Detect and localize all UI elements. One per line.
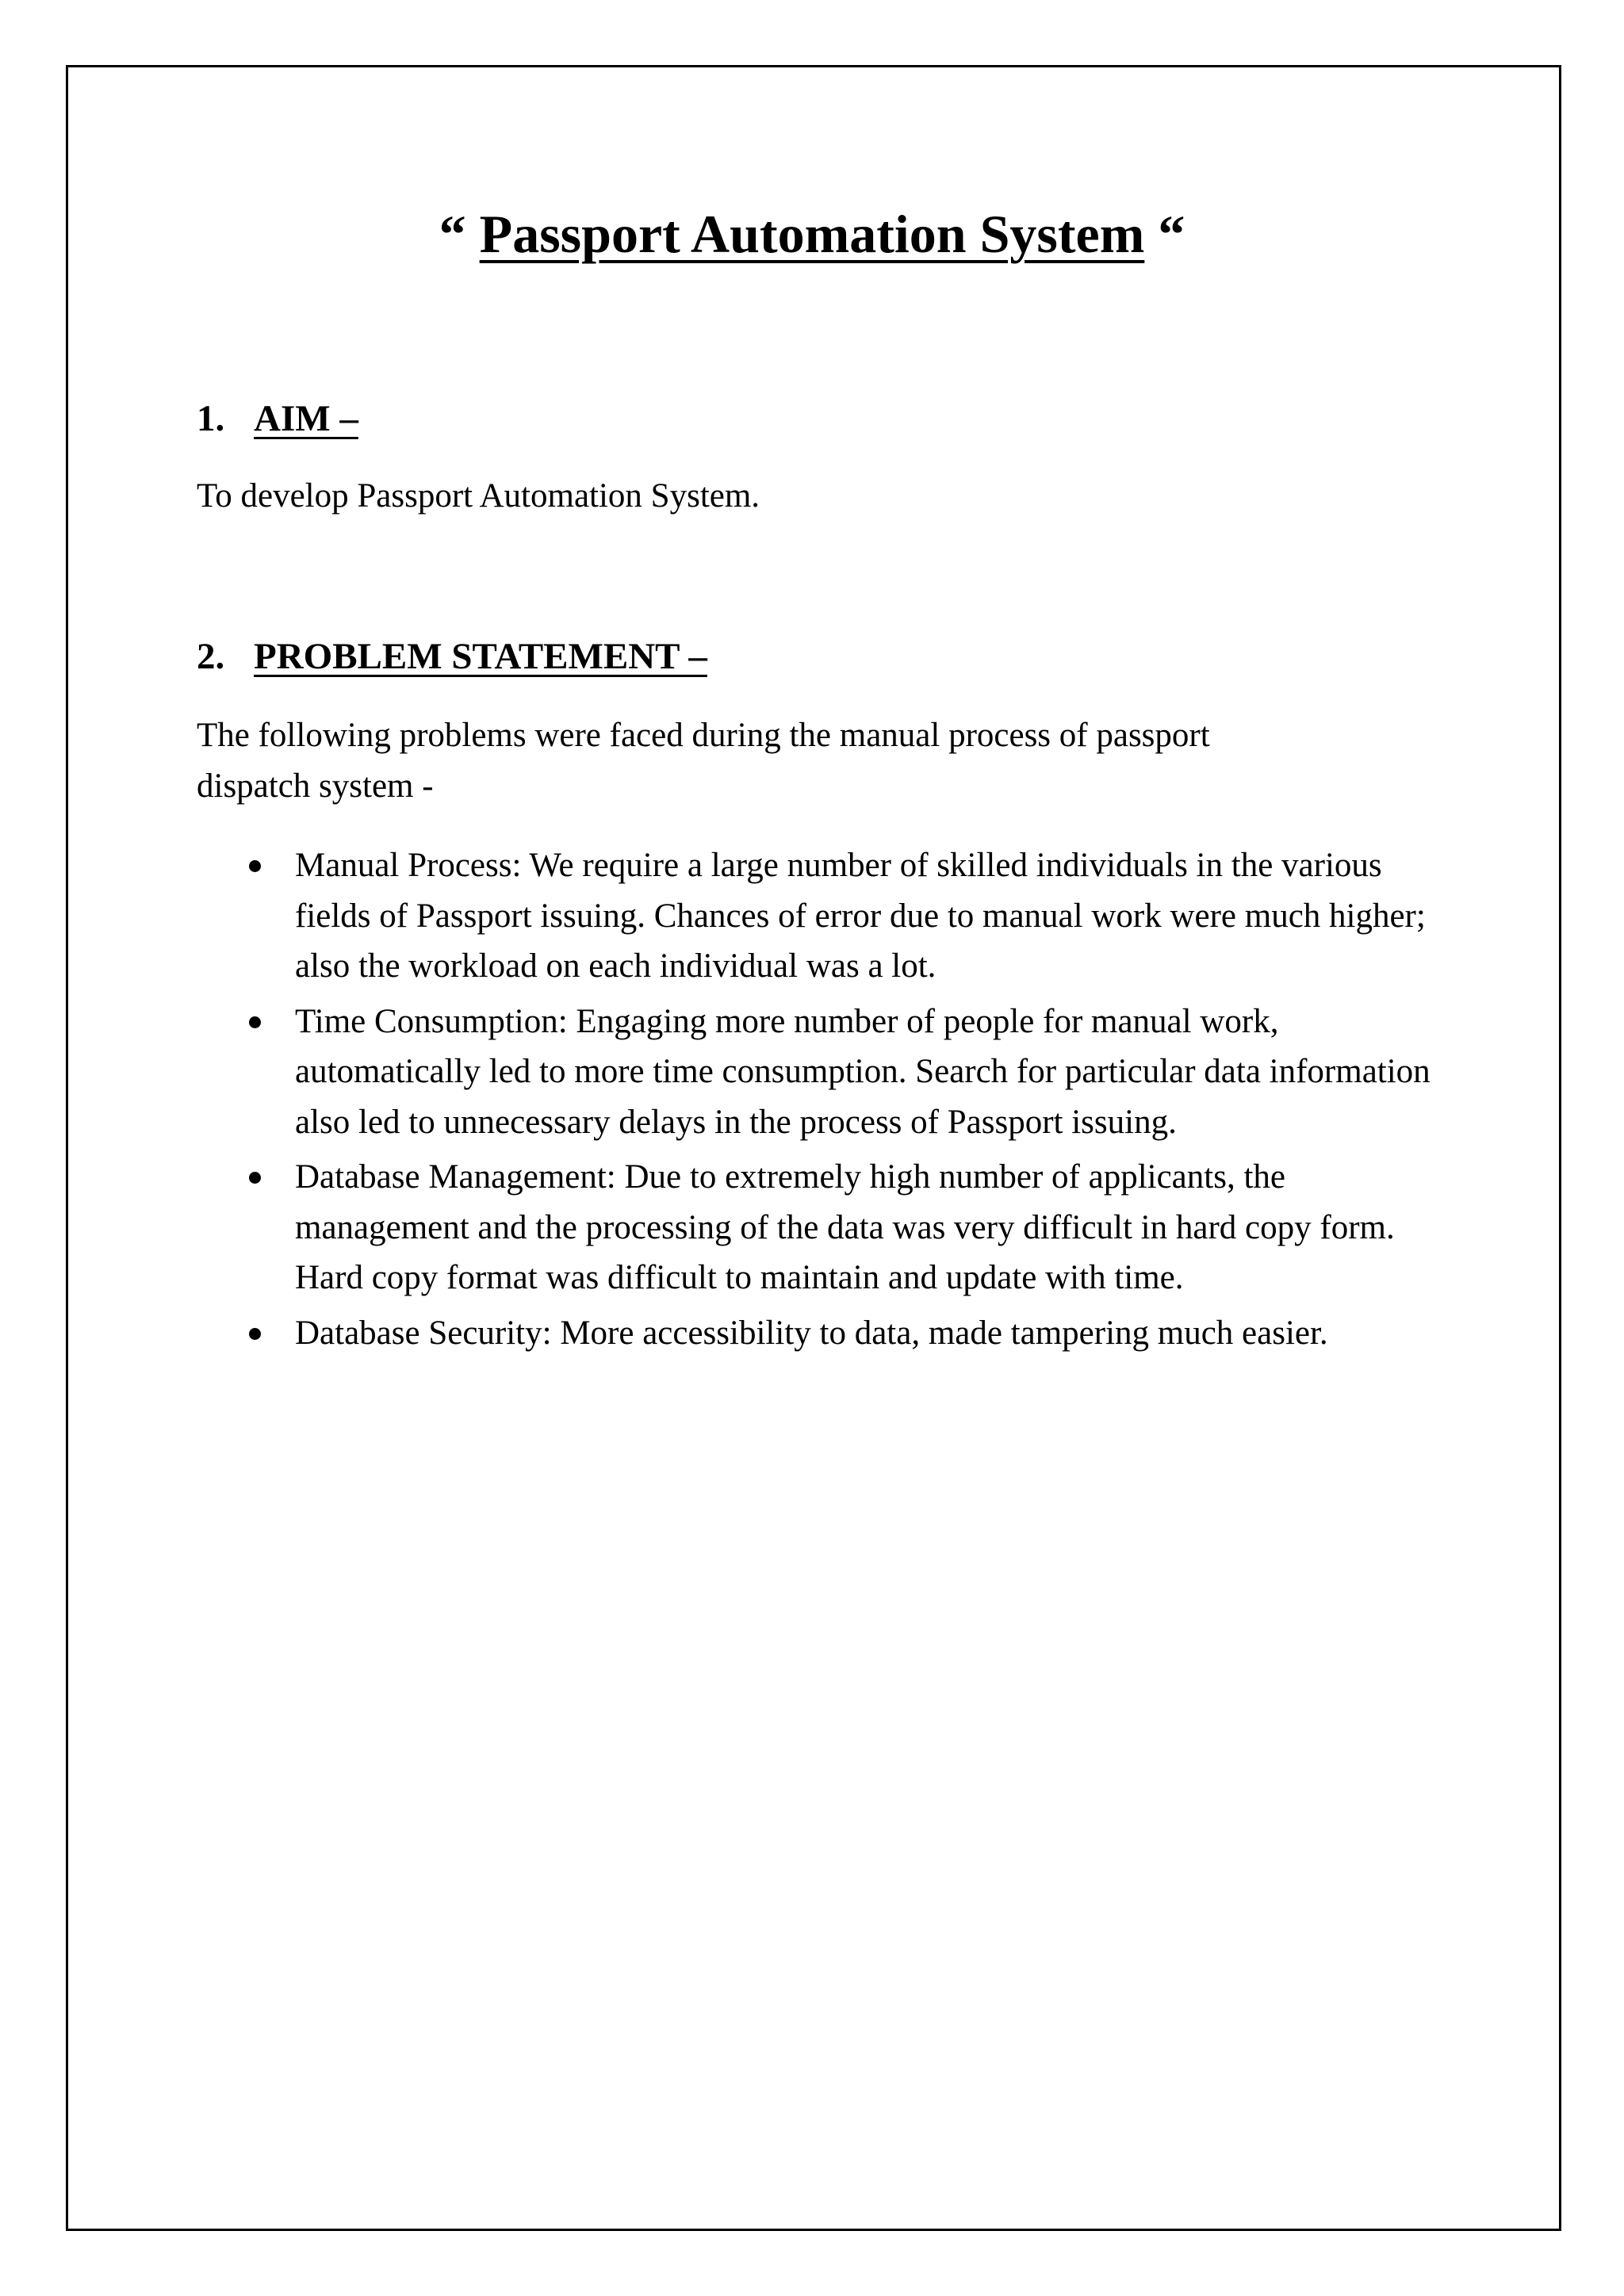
list-item	[197, 1308, 1434, 1359]
bullet-icon	[249, 1328, 261, 1340]
list-item	[197, 997, 1434, 1148]
problem-text: Database Security: More accessibility to data, made tampering much easier.	[295, 1314, 1328, 1352]
section-heading-text: PROBLEM STATEMENT –	[254, 636, 707, 677]
bullet-icon	[249, 1016, 261, 1028]
title-close-quote: “	[1158, 204, 1185, 264]
list-item	[197, 840, 1434, 992]
bullet-icon	[249, 1172, 261, 1184]
problem-statement-intro	[197, 710, 1434, 812]
problem-text: Database Management: Due to extremely high number of applicants, the management and the processing of the data was very difficult in hard copy form. Hard copy format was difficult to maintain and update with time.	[295, 1158, 1395, 1296]
section-heading-problem-statement	[197, 633, 707, 680]
problem-statement-intro-line: dispatch system -	[197, 767, 434, 805]
problem-statement-intro-line: The following problems were faced during the manual process of passport	[197, 717, 1210, 754]
problem-text: Manual Process: We require a large number of skilled individuals in the various fields of Passport issuing. Chances of error due to manual work were much higher; also the workload on each individual was a lot.	[295, 847, 1426, 985]
section-number: 1.	[197, 398, 225, 439]
title-text: Passport Automation System	[479, 204, 1145, 264]
document-title	[0, 198, 1624, 270]
list-item	[197, 1152, 1434, 1303]
section-heading-aim	[197, 395, 358, 442]
section-number: 2.	[197, 636, 225, 677]
section-heading-text: AIM –	[254, 398, 358, 439]
aim-text: To develop Passport Automation System.	[197, 477, 760, 515]
bullet-icon	[249, 860, 261, 872]
title-open-quote: “	[439, 204, 466, 264]
problem-list	[197, 840, 1434, 1363]
problem-text: Time Consumption: Engaging more number of people for manual work, automatically led to more time consumption. Search for particular data information also led to unnecessary delays in the process of Passport issuing.	[295, 1002, 1431, 1141]
